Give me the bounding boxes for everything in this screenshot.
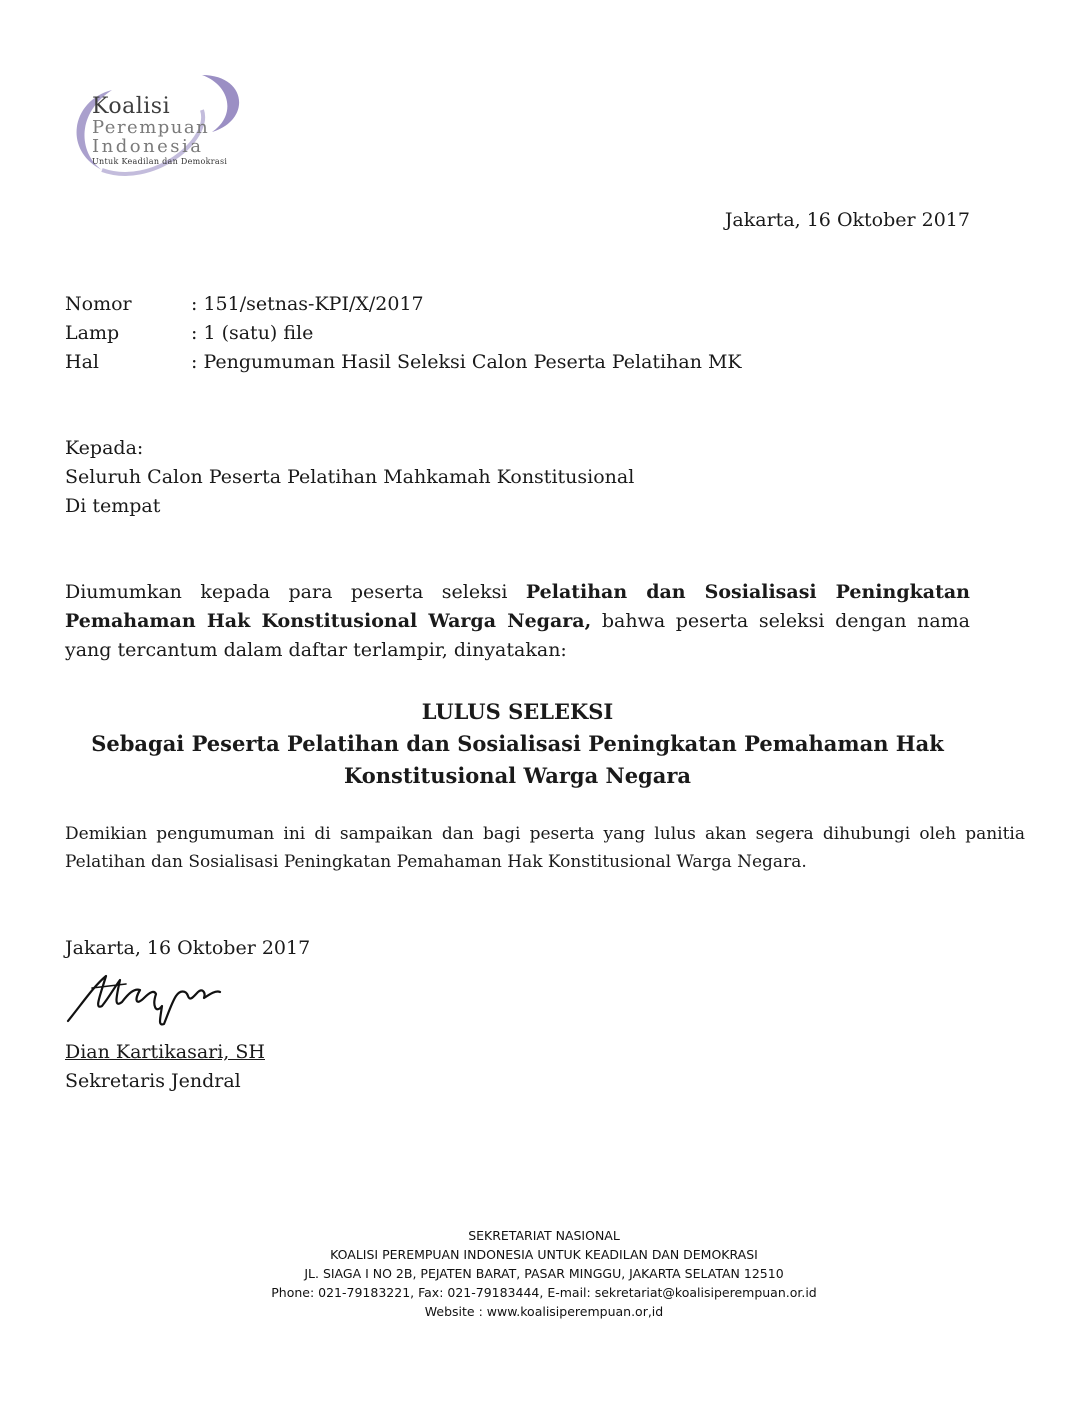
- intro-paragraph: [65, 578, 970, 665]
- heading-line-1: LULUS SELEKSI: [421, 699, 614, 724]
- signer-name: Dian Kartikasari, SH: [65, 1041, 265, 1063]
- meta-row-hal: [65, 348, 742, 377]
- logo-line-2: Perempuan: [92, 117, 210, 138]
- signature-icon: [64, 966, 224, 1028]
- letter-footer: [0, 1226, 1088, 1321]
- meta-value: : 151/setnas-KPI/X/2017: [191, 293, 424, 315]
- footer-line-3: JL. SIAGA I NO 2B, PEJATEN BARAT, PASAR MINGGU, JAKARTA SELATAN 12510: [304, 1266, 784, 1281]
- signer-title: Sekretaris Jendral: [65, 1070, 241, 1092]
- heading-line-2: Sebagai Peserta Pelatihan dan Sosialisasi Peningkatan Pemahaman Hak: [91, 731, 944, 756]
- meta-label: Hal: [65, 351, 99, 373]
- meta-row-nomor: [65, 290, 742, 319]
- recipient-to: Seluruh Calon Peserta Pelatihan Mahkamah Konstitusional: [65, 466, 635, 488]
- intro-text-before: Diumumkan kepada para peserta seleksi: [65, 581, 526, 603]
- logo-tagline: Untuk Keadilan dan Demokrasi: [92, 157, 228, 166]
- logo: [92, 96, 227, 168]
- heading-line-3: Konstitusional Warga Negara: [343, 763, 692, 788]
- meta-label: Lamp: [65, 322, 120, 344]
- recipient-greeting: Kepada:: [65, 437, 144, 459]
- letter-meta: [65, 290, 742, 377]
- meta-value: : Pengumuman Hasil Seleksi Calon Peserta Pelatihan MK: [191, 351, 742, 373]
- recipient-block: [65, 434, 634, 521]
- letter-date: Jakarta, 16 Oktober 2017: [724, 209, 970, 231]
- footer-line-4: Phone: 021-79183221, Fax: 021-79183444, E-mail: sekretariat@koalisiperempuan.or.id: [271, 1285, 817, 1300]
- signer-block: [65, 1038, 265, 1096]
- meta-label: Nomor: [65, 293, 132, 315]
- announcement-heading: [40, 696, 995, 792]
- footer-line-1: SEKRETARIAT NASIONAL: [468, 1228, 620, 1243]
- footer-line-5: Website : www.koalisiperempuan.or,id: [424, 1304, 664, 1319]
- recipient-place: Di tempat: [65, 495, 161, 517]
- footer-line-2: KOALISI PEREMPUAN INDONESIA UNTUK KEADILAN DAN DEMOKRASI: [330, 1247, 758, 1262]
- logo-line-1: Koalisi: [92, 94, 171, 119]
- meta-row-lamp: [65, 319, 742, 348]
- signoff-date: Jakarta, 16 Oktober 2017: [65, 937, 311, 959]
- closing-paragraph: Demikian pengumuman ini di sampaikan dan bagi peserta yang lulus akan segera dihubungi oleh panitia Pelatihan dan Sosialisasi Peningkatan Pemahaman Hak Konstitusional Warga Negara.: [65, 824, 1025, 872]
- intro-text-after: bahwa peserta seleksi dengan nama yang tercantum dalam daftar terlampir, dinyatakan:: [65, 610, 970, 661]
- meta-value: : 1 (satu) file: [191, 322, 314, 344]
- intro-text-bold: Pelatihan dan Sosialisasi Peningkatan Pemahaman Hak Konstitusional Warga Negara,: [65, 581, 970, 632]
- logo-line-3: Indonesia: [92, 136, 204, 157]
